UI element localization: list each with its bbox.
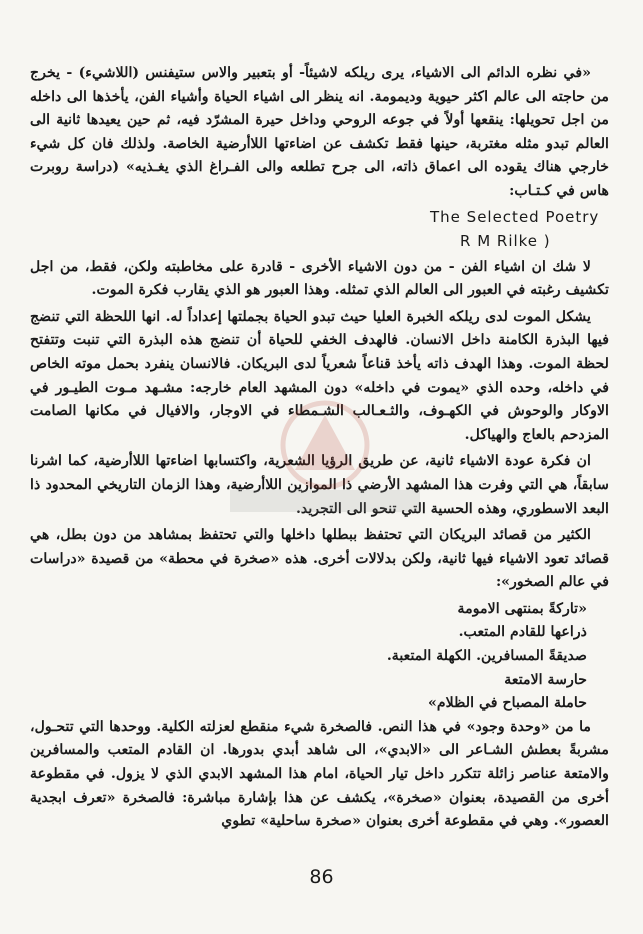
paragraph-return-of-things: ان فكرة عودة الاشياء ثانية، عن طريق الرؤيا الشعرية، واكتسابها اضاءتها اللاأرضية، كما اشرنا سابقاً، هي التي وفرت هذا المشهد الأرضي ذا الموازين اللاأرضية، وهذا الزمان التاريخي المحدود ذا البعد الاسطوري، وهذه الحسية التي تنحو الى التجريد. [30,453,609,517]
paragraph-brikan-poems: الكثير من قصائد البريكان التي تحتفظ ببطلها داخلها والتي تحتفظ بمشاهد من دون بطل، هي قصائد تعود الاشياء فيها ثانية، ولكن بدلالات أخرى. هذه «صخرة في محطة» من قصيدة «دراسات في عالم الصخور»: [30,527,609,591]
poem-line: «تاركةً بمنتهى الامومة [457,600,587,617]
body-text [30,62,609,834]
book-reference-line-2: R M Rilke ) [460,231,551,250]
paragraph-closing: ما من «وحدة وجود» في هذا النص. فالصخرة شيء منقطع لعزلته الكلية. ووحدها التي تتحـول، مشربةً بعطش الشـاعر الى «الابدي»، الى شاهد أبدي بدورها. ان القادم المتعب والمسافرين والامتعة عناصر زائلة تتكرر داخل تيار الحياة، امام هذا المشهد الابدي الذي لا يزول. في مقطوعة أخرى من القصيدة، بعنوان «صخرة»، يكشف عن هذا بإشارة مباشرة: فالصخرة «تعرف ابجدية العصور». وهي في مقطوعة أخرى بعنوان «صخرة ساحلية» تطوي [30,718,609,830]
paragraph-death: يشكل الموت لدى ريلكه الخبرة العليا حيث تبدو الحياة بجملتها إعداداً له. انها اللحظة التي تنضج فيها البذرة الكامنة داخل الانسان. فالهدف الخفي للحياة أن تنضج هذه البذرة التي تنبت وتتفتح لحظة الموت. وهذا الهدف ذاته يأخذ قناعاً شعرياً لدى البريكان. فالانسان ينفرد بحمل موته الخاص في داخله، وحده الذي «يموت في داخله» دون المشهد العام خارجه: مشـهد مـوت الطيـور في الاوكار والوحوش في الكهـوف، والثـعـالب الشـمطاء في الاوجار، والافيال في مكانها الصامت المزدحم بالعاج والهياكل. [30,308,609,443]
paragraph-art-objects: لا شك ان اشياء الفن - من دون الاشياء الأخرى - قادرة على مخاطبته ولكن، فقط، من اجل تكشيف رغبته في العبور الى العالم الذي تمثله. وهذا العبور هو الذي يقارب فكرة الموت. [30,258,609,299]
paragraph-rilke-quote: «في نظره الدائم الى الاشياء، يرى ريلكه لاشيئاً- أو بتعبير والاس ستيفنس (اللاشيء) - يخرج من حاجته الى عالم اكثر حيوية وديمومة. انه ينظر الى اشياء الحياة وأشياء الفن، يأخذها الى داخله من اجل تحويلها: ينقعها أولاً في جوعه الروحي وداخل حيرة المشرّد فيه، ثم حين يعيدها ثانية الى العالم تبدو مثله مغتربة، حينها فقط تكشف عن اضاءتها اللاأرضية الخاصة. ولذلك فان كل شيء خارجي هناك يقوده الى اعماق ذاته، الى جرح تطلعه والى الفـراغ الذي يغـذيه» (دراسة روبرت هاس في كـتـاب: [30,65,609,199]
poem-line: حاملة المصباح في الظلام» [428,695,587,712]
poem-line: ذراعها للقادم المتعب. [458,624,587,641]
book-reference [30,205,609,253]
poem-line: صديقةً المسافرين. الكهلة المتعبة. [386,648,587,665]
poem-line: حارسة الامتعة [504,671,587,688]
book-reference-line-1: The Selected Poetry [430,207,600,226]
page-number: 86 [309,866,334,888]
